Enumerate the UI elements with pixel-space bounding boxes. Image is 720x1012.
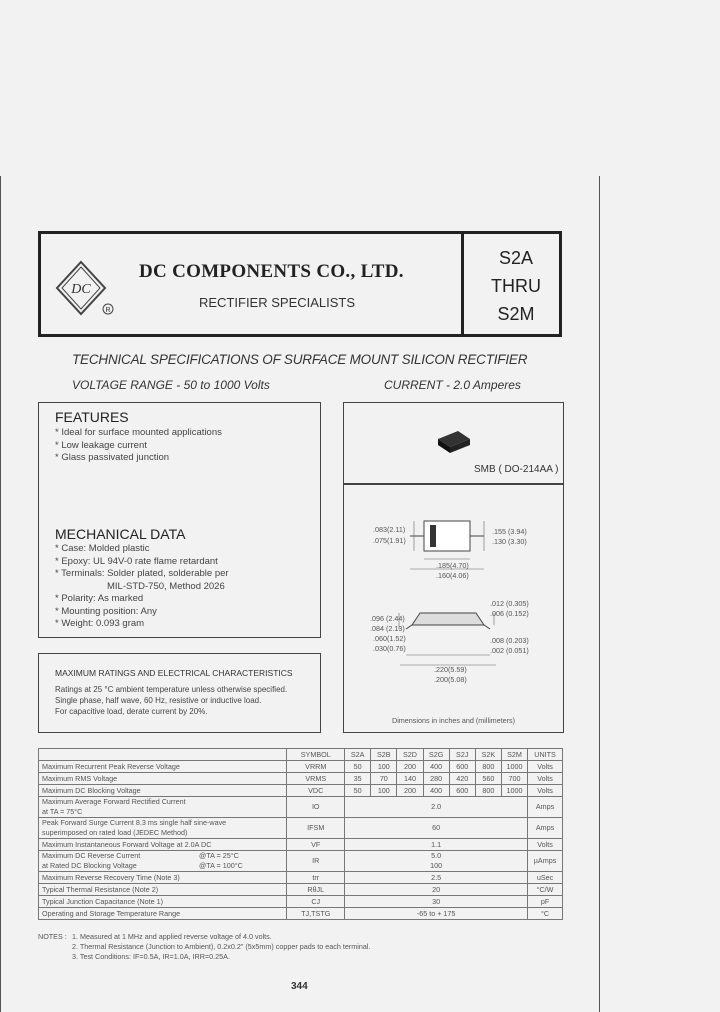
reverse-value: 100 bbox=[430, 861, 443, 870]
reverse-value: 5.0 bbox=[431, 851, 442, 860]
table-cell bbox=[39, 818, 287, 839]
feature-item: * Glass passivated junction bbox=[55, 452, 170, 463]
table-cell: VF bbox=[287, 839, 345, 851]
features-list bbox=[55, 427, 222, 465]
dimension-label: .002 (0.051) bbox=[490, 646, 529, 655]
table-cell: VRRM bbox=[287, 761, 345, 773]
table-cell: 200 bbox=[397, 785, 423, 797]
table-cell: CJ bbox=[287, 896, 345, 908]
table-cell: Typical Thermal Resistance (Note 2) bbox=[39, 884, 287, 896]
table-cell: 200 bbox=[397, 761, 423, 773]
table-row bbox=[39, 818, 563, 839]
table-cell: 50 bbox=[345, 761, 371, 773]
part-from: S2A bbox=[498, 248, 534, 268]
table-cell: Amps bbox=[528, 818, 563, 839]
mechanical-list bbox=[55, 543, 229, 631]
table-row bbox=[39, 761, 563, 773]
dimension-label: .220(5.59) bbox=[434, 665, 467, 674]
logo-text: DC bbox=[71, 282, 91, 297]
mechanical-item: * Polarity: As marked bbox=[55, 593, 144, 604]
mechanical-item: MIL-STD-750, Method 2026 bbox=[107, 580, 225, 592]
part-thru: THRU bbox=[491, 276, 541, 296]
part-to: S2M bbox=[497, 304, 535, 324]
dimension-label: .012 (0.305) bbox=[490, 599, 529, 608]
dimension-label: .200(5.08) bbox=[434, 675, 467, 684]
mechanical-heading: MECHANICAL DATA bbox=[55, 526, 186, 542]
feature-item: * Ideal for surface mounted applications bbox=[55, 427, 222, 438]
dimension-label: .185(4.70) bbox=[436, 561, 469, 570]
registered-mark: R bbox=[105, 307, 111, 314]
table-cell: 400 bbox=[423, 761, 449, 773]
table-cell: IFSM bbox=[287, 818, 345, 839]
ratings-conditions bbox=[55, 684, 287, 717]
reverse-condition: @TA = 25°C bbox=[199, 851, 239, 860]
table-header-cell: SYMBOL bbox=[287, 749, 345, 761]
page-number: 344 bbox=[291, 981, 308, 992]
dimension-label: .096 (2.44) bbox=[370, 614, 405, 623]
notes-label: NOTES : bbox=[38, 932, 67, 941]
feature-item: * Low leakage current bbox=[55, 439, 147, 451]
table-cell: 600 bbox=[449, 785, 475, 797]
table-cell: 420 bbox=[449, 773, 475, 785]
table-cell: 800 bbox=[475, 761, 501, 773]
ratings-line: Single phase, half wave, 60 Hz, resistive or inductive load. bbox=[55, 696, 262, 705]
features-box bbox=[38, 402, 321, 638]
package-label: SMB ( DO-214AA ) bbox=[474, 464, 559, 475]
table-header-cell: S2A bbox=[345, 749, 371, 761]
dimension-label: .155 (3.94) bbox=[492, 527, 527, 536]
table-cell: 400 bbox=[423, 785, 449, 797]
table-cell: trr bbox=[287, 872, 345, 884]
table-row bbox=[39, 884, 563, 896]
header-box bbox=[38, 231, 562, 337]
table-row bbox=[39, 872, 563, 884]
table-header-cell bbox=[39, 749, 287, 761]
company-logo bbox=[53, 258, 133, 320]
package-image bbox=[436, 429, 472, 455]
company-name: DC COMPONENTS CO., LTD. bbox=[139, 261, 404, 282]
table-cell: 800 bbox=[475, 785, 501, 797]
param-line: Maximum DC Reverse Current bbox=[42, 851, 141, 860]
table-cell: 600 bbox=[449, 761, 475, 773]
table-header-row bbox=[39, 749, 563, 761]
dimension-label: .083(2.11) bbox=[373, 525, 406, 534]
table-row bbox=[39, 785, 563, 797]
table-row bbox=[39, 851, 563, 872]
table-header-cell: S2K bbox=[475, 749, 501, 761]
table-cell: 2.5 bbox=[345, 872, 528, 884]
dimension-label: .030(0.76) bbox=[373, 644, 406, 653]
note-item: 1. Measured at 1 MHz and applied reverse voltage of 4.0 volts. bbox=[72, 932, 272, 941]
table-cell: 1000 bbox=[501, 761, 527, 773]
table-cell: °C/W bbox=[528, 884, 563, 896]
table-header-cell: S2M bbox=[501, 749, 527, 761]
table-header-cell: S2G bbox=[423, 749, 449, 761]
table-cell: 35 bbox=[345, 773, 371, 785]
table-cell: pF bbox=[528, 896, 563, 908]
note-item: 3. Test Conditions: IF=0.5A, IR=1.0A, IRR=0.25A. bbox=[72, 952, 230, 961]
table-row bbox=[39, 797, 563, 818]
current-rating: CURRENT - 2.0 Amperes bbox=[384, 378, 521, 392]
dimension-label: .075(1.91) bbox=[373, 536, 406, 545]
table-cell bbox=[39, 851, 287, 872]
mechanical-item: * Epoxy: UL 94V-0 rate flame retardant bbox=[55, 555, 218, 567]
table-cell: 140 bbox=[397, 773, 423, 785]
table-cell: Maximum RMS Voltage bbox=[39, 773, 287, 785]
table-cell: VDC bbox=[287, 785, 345, 797]
dimension-label: .160(4.06) bbox=[436, 571, 469, 580]
mechanical-item: * Weight: 0.093 gram bbox=[55, 618, 145, 629]
ratings-heading: MAXIMUM RATINGS AND ELECTRICAL CHARACTERISTICS bbox=[55, 668, 293, 678]
table-header-cell: S2B bbox=[371, 749, 397, 761]
table-cell: -65 to + 175 bbox=[345, 908, 528, 920]
table-cell: Typical Junction Capacitance (Note 1) bbox=[39, 896, 287, 908]
table-cell: Maximum Recurrent Peak Reverse Voltage bbox=[39, 761, 287, 773]
table-cell: IO bbox=[287, 797, 345, 818]
table-cell: 20 bbox=[345, 884, 528, 896]
table-row bbox=[39, 773, 563, 785]
dimension-drawing bbox=[344, 485, 563, 685]
ratings-box bbox=[38, 653, 321, 733]
table-cell: Volts bbox=[528, 785, 563, 797]
table-cell: 30 bbox=[345, 896, 528, 908]
param-line: at TA = 75°C bbox=[42, 807, 83, 816]
table-cell: 560 bbox=[475, 773, 501, 785]
table-cell: 700 bbox=[501, 773, 527, 785]
param-line: superimposed on rated load (JEDEC Method) bbox=[42, 828, 188, 837]
table-cell: 100 bbox=[371, 761, 397, 773]
dimension-label: .084 (2.13) bbox=[370, 624, 405, 633]
table-cell: 1000 bbox=[501, 785, 527, 797]
table-cell: TJ,TSTG bbox=[287, 908, 345, 920]
table-row bbox=[39, 839, 563, 851]
table-cell: Amps bbox=[528, 797, 563, 818]
table-header-cell: S2D bbox=[397, 749, 423, 761]
table-row bbox=[39, 896, 563, 908]
ratings-line: Ratings at 25 °C ambient temperature unless otherwise specified. bbox=[55, 685, 288, 694]
table-cell: µAmps bbox=[528, 851, 563, 872]
table-cell: 280 bbox=[423, 773, 449, 785]
dimensions-box bbox=[343, 484, 564, 733]
table-cell: Operating and Storage Temperature Range bbox=[39, 908, 287, 920]
header-divider bbox=[461, 234, 464, 334]
table-cell bbox=[39, 797, 287, 818]
dimension-label: .008 (0.203) bbox=[490, 636, 529, 645]
features-heading: FEATURES bbox=[55, 409, 129, 425]
dimension-label: .006 (0.152) bbox=[490, 609, 529, 618]
table-header-cell: S2J bbox=[449, 749, 475, 761]
table-cell: uSec bbox=[528, 872, 563, 884]
reverse-condition: @TA = 100°C bbox=[199, 861, 243, 870]
mechanical-item: * Case: Molded plastic bbox=[55, 543, 150, 554]
page-right-edge bbox=[599, 176, 600, 1012]
voltage-range: VOLTAGE RANGE - 50 to 1000 Volts bbox=[72, 378, 270, 392]
mechanical-item: * Terminals: Solder plated, solderable per bbox=[55, 568, 229, 579]
table-cell: IR bbox=[287, 851, 345, 872]
param-line: at Rated DC Blocking Voltage bbox=[42, 861, 137, 870]
table-cell: 50 bbox=[345, 785, 371, 797]
table-cell: Volts bbox=[528, 761, 563, 773]
table-cell: VRMS bbox=[287, 773, 345, 785]
dimensions-caption: Dimensions in inches and (millimeters) bbox=[392, 716, 516, 725]
dimension-label: .060(1.52) bbox=[373, 634, 406, 643]
param-line: Peak Forward Surge Current 8.3 ms single half sine-wave bbox=[42, 818, 227, 827]
table-cell: Maximum Instantaneous Forward Voltage at 2.0A DC bbox=[39, 839, 287, 851]
ratings-line: For capacitive load, derate current by 20%. bbox=[55, 707, 208, 716]
table-cell: °C bbox=[528, 908, 563, 920]
package-box bbox=[343, 402, 564, 484]
table-cell: 100 bbox=[371, 785, 397, 797]
table-cell: Maximum DC Blocking Voltage bbox=[39, 785, 287, 797]
table-cell: 2.0 bbox=[345, 797, 528, 818]
company-tagline: RECTIFIER SPECIALISTS bbox=[199, 295, 356, 310]
mechanical-item: * Mounting position: Any bbox=[55, 605, 157, 617]
page-left-edge bbox=[0, 176, 1, 1012]
table-cell: RθJL bbox=[287, 884, 345, 896]
note-item: 2. Thermal Resistance (Junction to Ambient), 0.2x0.2" (5x5mm) copper pads to each terminal. bbox=[72, 942, 371, 951]
table-cell: 1.1 bbox=[345, 839, 528, 851]
spec-table bbox=[38, 748, 563, 920]
table-cell bbox=[345, 851, 528, 872]
table-cell: Volts bbox=[528, 773, 563, 785]
table-cell: Maximum Reverse Recovery Time (Note 3) bbox=[39, 872, 287, 884]
dimension-label: .130 (3.30) bbox=[492, 537, 527, 546]
doc-title: TECHNICAL SPECIFICATIONS OF SURFACE MOUNT SILICON RECTIFIER bbox=[72, 352, 528, 367]
table-header-cell: UNITS bbox=[528, 749, 563, 761]
table-cell: Volts bbox=[528, 839, 563, 851]
table-cell: 70 bbox=[371, 773, 397, 785]
param-line: Maximum Average Forward Rectified Current bbox=[42, 797, 186, 806]
table-row bbox=[39, 908, 563, 920]
table-cell: 60 bbox=[345, 818, 528, 839]
